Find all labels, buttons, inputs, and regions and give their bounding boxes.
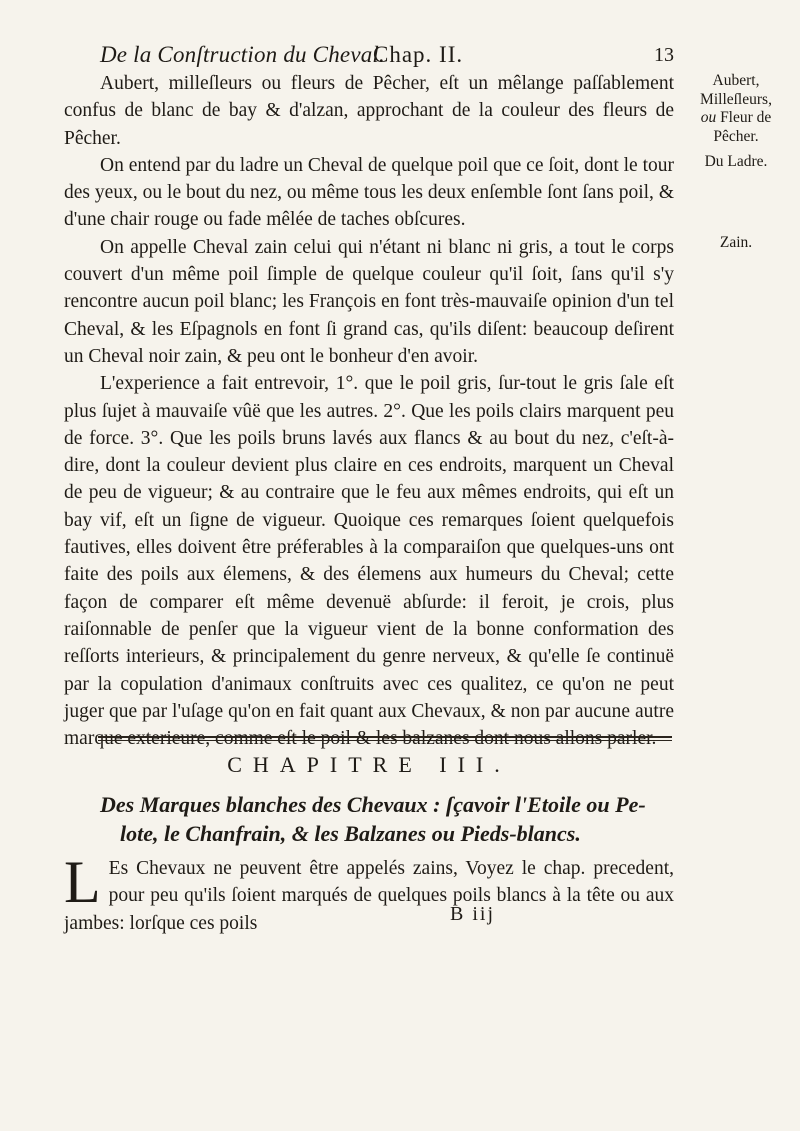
margin-note-line: Milleſleurs,: [700, 90, 772, 108]
running-chapter: Chap. II.: [373, 42, 464, 67]
paragraph-experience: L'experience a fait entrevoir, 1°. que le poil gris, ſur-tout le gris ſale eſt plus ſujet à mauvaiſe vûë que les autres. 2°. Que les poils clairs marquent peu de force. 3°. Que les poils bruns lavés aux flancs & au bout du nez, c'eſt-à-dire, dont la couleur devient plus claire en ces endroits, marquent un Cheval de peu de vigueur; & au contraire que le feu aux mêmes endroits, qui eſt un bay vif, eſt un ſigne de vigueur. Quoique ces remarques ſoient quelquefois fautives, elles doivent être préferables à la comparaiſon que quelques-uns ont faite des poils aux élemens, & des élemens aux humeurs du Cheval; cette façon de comparer eſt même devenuë abſurde: il feroit, je crois, plus raiſonnable de penſer que la vigueur vient de la bonne conformation des reſſorts interieurs, & principalement du genre nerveux, & qu'elle ſe continuë par la copulation d'animaux conſtruits avec ces qualitez, ce qu'on ne peut juger que par l'uſage qu'on en fait quant aux Chevaux, & non par aucune autre marque exterieure, comme eſt le poil & les balzanes dont nous allons parler.: [64, 373, 674, 750]
margin-note-ladre: Du Ladre.: [704, 153, 768, 170]
body-text: [64, 70, 674, 752]
paragraph-zain: On appelle Cheval zain celui qui n'étant ni blanc ni gris, a tout le corps couvert d'un même poil ſimple de quelque couleur qu'il ſoit, ſans qu'il s'y rencontre aucun poil blanc; les François en font très-mauvaiſe opinion d'un tel Cheval, & les Eſpagnols en font ſi grand cas, qu'ils diſent: beaucoup deſirent un Cheval noir zain, & peu ont le bonheur d'en avoir.: [64, 236, 674, 367]
paragraph-aubert: Aubert, milleſleurs ou fleurs de Pêcher, eſt un mêlange paſſablement confus de blanc de bay & d'alzan, approchant de la couleur des fleurs de Pêcher.: [64, 73, 674, 149]
paragraph-ladre: On entend par du ladre un Cheval de quelque poil que ce ſoit, dont le tour des yeux, ou le bout du nez, ou même tous les deux enſemble ſont ſans poil, & d'une chair rouge ou fade mêlée de taches obſcures.: [64, 154, 675, 231]
page-number: 13: [654, 44, 674, 66]
margin-note-line: Aubert,: [712, 72, 760, 89]
section-rule-thin: [98, 740, 672, 741]
margin-note-aubert: [682, 72, 790, 146]
section-rule: [98, 736, 672, 738]
chapter-title-line: Des Marques blanches des Chevaux : ſçavoir l'Etoile ou Pe-: [100, 792, 646, 817]
margin-note-text: Fleur de: [716, 109, 772, 126]
margin-note-line: Pêcher.: [713, 127, 759, 145]
opening-text: Es Chevaux ne peuvent être appelés zains, Voyez le chap. precedent, pour peu qu'ils ſoient marqués de quelques poils blancs à la tête ou aux jambes: lorſque ces poils: [64, 858, 674, 934]
chapter-title: [64, 790, 674, 848]
drop-cap: L: [64, 849, 101, 915]
margin-note-italic: ou: [700, 109, 717, 126]
signature-mark: B iij: [450, 903, 496, 925]
margin-note-line: [682, 109, 790, 128]
running-title: De la Conſtruction du Cheval.: [100, 42, 385, 67]
margin-note-zain: Zain.: [719, 234, 753, 251]
chapter-title-line: lote, le Chanfrain, & les Balzanes ou Pieds-blancs.: [120, 821, 581, 846]
chapter-opening: [64, 849, 674, 937]
chapter-heading: CHAPITRE III.: [227, 752, 511, 777]
